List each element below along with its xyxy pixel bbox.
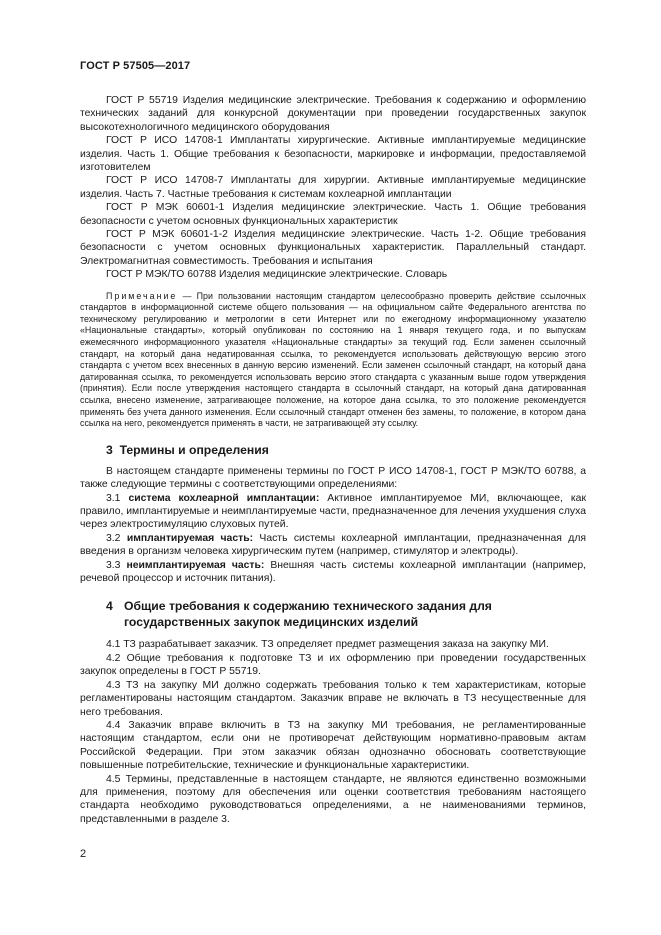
term-number: 3.3 [106, 559, 121, 571]
term-name: имплантируемая часть: [126, 532, 254, 544]
clause: 4.4 Заказчик вправе включить в ТЗ на закупку МИ требования, не регламентированные настоящим стандартом, если они не противоречат действующим нормативно-правовым актам Российской Федерации. При этом заказчик обязан однозначно обосновать соответствующие повышенные потребительские, технические и функциональные характеристики. [80, 719, 586, 772]
term-number: 3.1 [106, 492, 121, 504]
section-4-heading [80, 598, 586, 630]
term-name: неимплантируемая часть: [126, 559, 265, 571]
term-text: Часть системы кохлеарной имплантации, предназначенная для введения в организм человека хирургическим путем (например, стимулятор и электроды). [80, 532, 587, 558]
section-number: 4 [106, 599, 113, 614]
reference-item: ГОСТ Р 55719 Изделия медицинские электрические. Требования к содержанию и оформлению технических заданий для конкурсной документации при проведении государственных закупок высокотехнологичного медицинского оборудования [80, 95, 586, 133]
term-definition [80, 492, 586, 532]
clause: 4.3 ТЗ на закупку МИ должно содержать требования только к тем характеристикам, которые регламентированы настоящим стандартом. Заказчик вправе не включать в ТЗ несущественные для него требования. [80, 679, 586, 718]
note-label: Примечание [106, 290, 178, 301]
clause: 4.5 Термины, представленные в настоящем стандарте, не являются единственно возможными для применения, поэтому для обеспечения или оценки соответствия требованиям настоящего стандарта необходимо руководствоваться определениями, а не наименованиями терминов, представленными в разделе 3. [80, 773, 586, 825]
clause: 4.1 ТЗ разрабатывает заказчик. ТЗ определяет предмет размещения заказа на закупку МИ. [106, 639, 549, 651]
reference-item: ГОСТ Р ИСО 14708-1 Имплантаты хирургические. Активные имплантируемые медицинские изделия. Часть 1. Общие требования к безопасности, маркировке и информации, предоставляемой изготовителем [80, 135, 586, 174]
section-3-intro: В настоящем стандарте применены термины по ГОСТ Р ИСО 14708-1, ГОСТ Р МЭК/ТО 60788, а также следующие термины с соответствующими определениями: [80, 465, 586, 491]
note-text: — При пользовании настоящим стандартом целесообразно проверить действие ссылочных стандартов в информационной системе общего пользования — на официальном сайте Федерального агентства по техническому регулированию и метрологии в сети Интернет или по ежегодному информационному указателю «Национальные стандарты», который опубликован по состоянию на 1 января текущего года, и по выпускам ежемесячного информационного указателя «Национальные стандарты» за текущий год. Если заменен ссылочный стандарт, на который дана недатированная ссылка, то рекомендуется использовать действующую версию этого стандарта с учетом всех внесенных в данную версию изменений. Если заменен ссылочный стандарт, на который дана датированная ссылка, то рекомендуется использовать версию этого стандарта с указанным выше годом утверждения (принятия). Если после утверждения настоящего стандарта в ссылочный стандарт, на который дана датированная ссылка, внесено изменение, затрагивающее положение, на которое дана ссылка, то это положение рекомендуется применять без учета данного изменения. Если ссылочный стандарт отменен без замены, то положение, в котором дана ссылка на него, рекомендуется применять в части, не затрагивающей эту ссылку. [80, 290, 586, 429]
term-number: 3.2 [106, 532, 121, 544]
page-content [80, 94, 586, 826]
clause: 4.2 Общие требования к подготовке ТЗ и их оформлению при проведении государственных закупок определены в ГОСТ Р 55719. [80, 652, 586, 678]
reference-item: ГОСТ Р ИСО 14708-7 Имплантаты для хирургии. Активные имплантируемые медицинские изделия. Часть 7. Частные требования к системам кохлеарной имплантации [80, 175, 586, 200]
normative-references-list [80, 94, 586, 282]
reference-item: ГОСТ Р МЭК/ТО 60788 Изделия медицинские электрические. Словарь [106, 269, 448, 281]
note-paragraph [80, 291, 586, 430]
section-title: Общие требования к содержанию технического задания для государственных закупок медицинских изделий [124, 599, 492, 630]
reference-item: ГОСТ Р МЭК 60601-1-2 Изделия медицинские электрические. Часть 1-2. Общие требования безопасности с учетом основных функциональных характеристик. Параллельный стандарт. Электромагнитная совместимость. Требования и испытания [80, 229, 586, 267]
section-title: Термины и определения [119, 442, 269, 457]
term-definition [80, 559, 586, 586]
standard-header: ГОСТ Р 57505—2017 [80, 60, 191, 72]
term-definition [80, 532, 586, 559]
page-number: 2 [80, 848, 87, 860]
term-text: Внешняя часть системы кохлеарной имплантации (например, речевой процессор и источник питания). [80, 559, 586, 585]
term-name: система кохлеарной имплантации: [128, 492, 320, 504]
reference-item: ГОСТ Р МЭК 60601-1 Изделия медицинские электрические. Часть 1. Общие требования безопасности с учетом основных функциональных характеристик [80, 202, 586, 227]
section-number: 3 [106, 442, 113, 457]
section-3-heading [80, 442, 586, 458]
term-text: Активное имплантируемое МИ, включающее, как правило, имплантируемые и неимплантируемые части, предназначенное для лечения ухудшения слуха через электростимуляцию слуховых путей. [80, 492, 586, 531]
